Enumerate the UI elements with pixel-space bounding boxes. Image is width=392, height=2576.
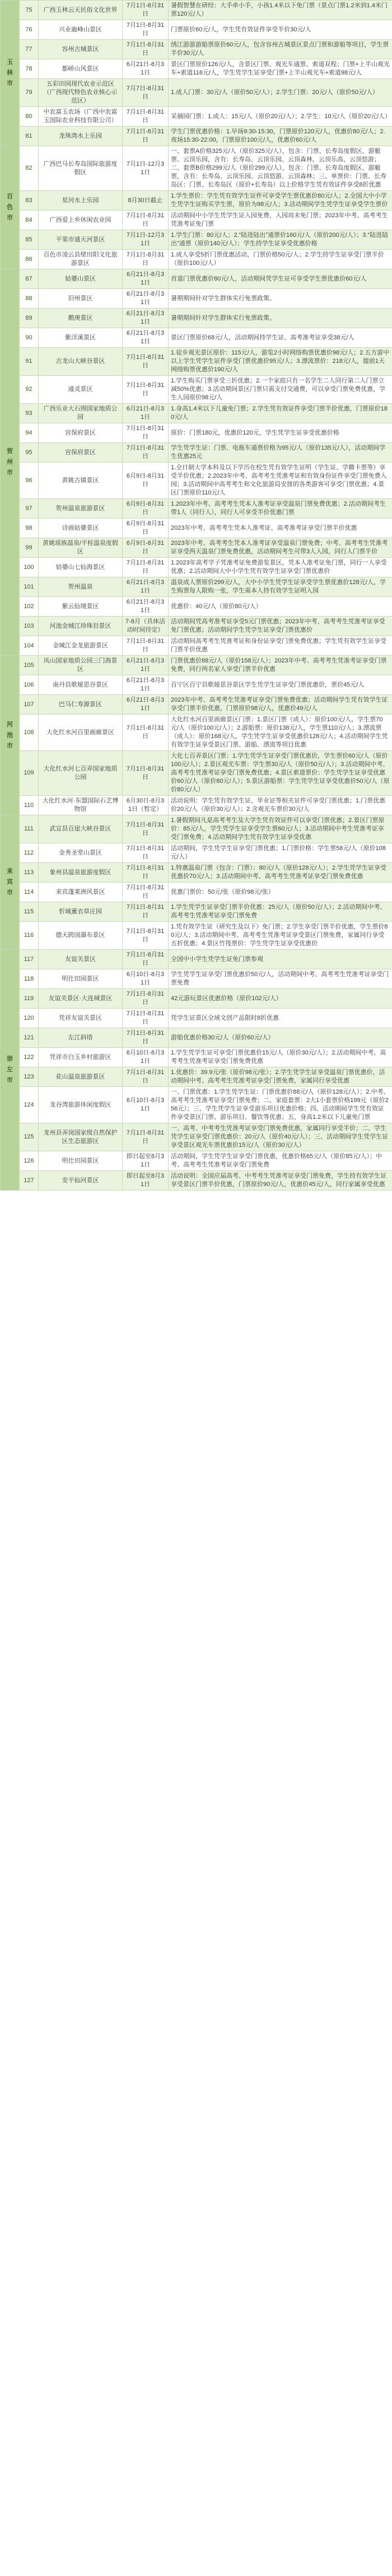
offer-detail: 采摘园门票：1.成人：15元/人（原价20元/人）；2.学生：10元/人（原价20元/人） <box>169 107 392 127</box>
activity-date: 7月1日-8月31日 <box>123 443 169 463</box>
table-row <box>1 1171 392 1191</box>
activity-date: 即日起至8月31日 <box>123 1151 169 1171</box>
scenic-name: 武宣县百崖大峡谷景区 <box>39 815 123 843</box>
row-number: 124 <box>20 1087 39 1123</box>
activity-date: 7月1日-8月31日 <box>123 127 169 146</box>
row-number: 86 <box>20 250 39 269</box>
activity-date: 8月30日截止 <box>123 191 169 211</box>
row-number: 112 <box>20 843 39 863</box>
table-row <box>1 1123 392 1151</box>
offer-detail: 学生凭学生证享受门票优惠价50元/人，活动期间中考、高考考生凭准考证享受门票免费 <box>169 969 392 989</box>
row-number: 103 <box>20 617 39 636</box>
scenic-name: 龙谷湾旅游休闲度假区 <box>39 1087 123 1123</box>
scenic-name: 贺州温泉旅游景区 <box>39 499 123 519</box>
activity-date: 6月21日-8月31日 <box>123 577 169 597</box>
row-number: 127 <box>20 1171 39 1191</box>
table-row <box>1 269 392 289</box>
offer-detail: 门票原价60元/人，学生凭有效证件享受半价30元/人 <box>169 20 392 40</box>
offer-detail: 景区门票原价68元/人，活动期间持学生证、高考准考证享受38元/人 <box>169 328 392 348</box>
offer-detail: 门票优惠价88元/人（原价158元/人）；2023年中考、高考考生凭准考证享受门票免费，同行两名家人享受门票半价优惠 <box>169 656 392 675</box>
city-label: 百色市 <box>7 193 13 221</box>
table-row <box>1 902 392 922</box>
scenic-name: 左江斜塔 <box>39 1028 123 1048</box>
row-number: 92 <box>20 376 39 404</box>
row-number: 79 <box>20 79 39 107</box>
offer-detail: 2023年中考、高考考生凭本人准考证、高考准考证享受门票半价优惠 <box>169 519 392 538</box>
activity-date: 6月21日-8月31日 <box>123 269 169 289</box>
row-number: 80 <box>20 107 39 127</box>
scenic-name: 河池金城江珍珠岩景区 <box>39 617 123 636</box>
scenic-name: 安平仙河景区 <box>39 1171 123 1191</box>
scenic-name: 紫云仙境景区 <box>39 597 123 617</box>
table-row <box>1 20 392 40</box>
row-number: 122 <box>20 1048 39 1067</box>
offer-detail: 绣江游游游船票原价60元/人，包含容州古城景区景点门票和游船等项目，学生票半价30元/人 <box>169 40 392 59</box>
row-number: 109 <box>20 751 39 796</box>
activity-date: 7月1日-8月31日 <box>123 922 169 950</box>
offer-detail: 1.成人享受5折门票优惠活动，门票价格50元/人；2.学生持学生证享受门票半价（原价100元/人） <box>169 250 392 269</box>
activity-date: 7月1日-8月31日 <box>123 636 169 656</box>
offer-detail: 一、高考、中考考生凭准考证享受门票免费优惠，家属同行享受半价；二、学生凭学生证享受门票优惠价：20元/人（原价40元/人）；三、活动期间学生凭学生证享受景区观光车票优惠价15元/人（原价30元/人） <box>169 1123 392 1151</box>
table-row <box>1 59 392 79</box>
offer-detail: 1.学生票价：学生凭有效学生证件可享受学生票优惠价80元/人；2.全国大中小学生凭学生证购买学生票，原价为98元/人；3.活动期间学生凭学生证享受学生票价 <box>169 191 392 211</box>
row-number: 96 <box>20 463 39 499</box>
row-number: 110 <box>20 796 39 815</box>
offer-detail: 活动说明：学生凭有效学生证、毕业证等相关证件可享受门票优惠；1.门票优惠价20元/人（原价30元/人）；2.含观光车票价30元/人 <box>169 796 392 815</box>
offer-detail: 1.学生凭学生证可享受门票优惠价15元/人（原价30元/人）；2.活动期间中考、高考考生凭准考证享受门票免费优惠 <box>169 1048 392 1067</box>
table-row <box>1 577 392 597</box>
row-number: 118 <box>20 969 39 989</box>
scenic-name: 平果市通天河景区 <box>39 230 123 250</box>
row-number: 104 <box>20 636 39 656</box>
offer-detail: 1.凭有效学生证（研究生及以下）免门票；2.学生享受门票半价优惠，学生票价80元/人；3.活动期间中考、高考考生凭准考证享受景区门票免费，家属同行享受五折优惠；4.景区竹筏票价：学生凭学生证享受优惠价 <box>169 922 392 950</box>
activity-date: 6月21日-8月31日 <box>123 695 169 715</box>
offer-detail: 1.优惠价：39.9元/张（原价98元/张）；2.学生凭学生证享受温泉门票优惠价，活动期间中考、高考考生凭准考证享受门票免费，家属同行享受优惠 <box>169 1067 392 1087</box>
row-number: 113 <box>20 863 39 883</box>
offer-detail: 活动期间高考考生凭准考证和身份证享受门票免费优惠；学生凭有效学生证享受门票半价优惠 <box>169 636 392 656</box>
row-number: 99 <box>20 538 39 558</box>
scenic-promotion-table <box>0 0 392 1191</box>
activity-date: 6月21日-8月31日 <box>123 675 169 695</box>
row-number: 119 <box>20 989 39 1009</box>
table-row <box>1 863 392 883</box>
scenic-name: 金秀圣堂山景区 <box>39 843 123 863</box>
scenic-name: 凭祥市白玉乡村旅游区 <box>39 1048 123 1067</box>
activity-date: 7月1日-8月31日 <box>123 107 169 127</box>
offer-detail: 学生门票优惠价格：1.早场9:30-15:30，门票原价120元/人，优惠价80元/人；2.夜场15:30-22:00，门票原价100元/人，优惠价60元/人 <box>169 127 392 146</box>
table-row <box>1 250 392 269</box>
row-number: 107 <box>20 695 39 715</box>
activity-date: 7月1日-8月31日 <box>123 1123 169 1151</box>
offer-detail: 温泉成人票原价299元/人，大中小学生凭学生证享受学生票优惠价128元/人，学生购票每人限购一张，学生需本人持有效学生证明入园 <box>169 577 392 597</box>
table-row <box>1 1028 392 1048</box>
offer-detail: 首道门票优惠价80元/人，活动期间凭学生证可享受学生票优惠价60元/人 <box>169 269 392 289</box>
row-number: 101 <box>20 577 39 597</box>
table-row <box>1 695 392 715</box>
activity-date: 7月1日-12月31日 <box>123 146 169 191</box>
activity-date: 7-8月（具体活动时间待定） <box>123 617 169 636</box>
table-row <box>1 146 392 191</box>
activity-date: 7月1日-8月31日 <box>123 883 169 902</box>
offer-detail: 原价：门票180元，优惠价120元，学生凭学生证享受优惠价格 <box>169 423 392 443</box>
row-number: 100 <box>20 558 39 577</box>
scenic-name: 来宾蓬莱洲风景区 <box>39 883 123 902</box>
row-number: 95 <box>20 443 39 463</box>
row-number: 94 <box>20 423 39 443</box>
offer-detail: 1.特惠温泉门票（包含：门票）：80元/人（原价128元/人）；2.学生凭学生证享受优惠价70元/人；3.活动期间中考、高考考生凭准考证享受门票免费优惠 <box>169 863 392 883</box>
row-number: 83 <box>20 191 39 211</box>
offer-detail: 暑假智慧在研经：大手牵小手，小孩1.4米以下免门票（景点门票1.2米到1.4米门票120元/人） <box>169 1 392 20</box>
table-row <box>1 127 392 146</box>
scenic-name: 贺州温泉 <box>39 577 123 597</box>
activity-date: 6月21日-8月31日 <box>123 656 169 675</box>
table-row <box>1 617 392 636</box>
table-row <box>1 1009 392 1028</box>
activity-date: 6月21日-8月31日 <box>123 289 169 309</box>
offer-detail: 暑期期间针对学生群体实行免票政策。 <box>169 289 392 309</box>
scenic-name: 黄姚古镇景区 <box>39 463 123 499</box>
activity-date: 7月1日-8月31日 <box>123 1 169 20</box>
row-number: 84 <box>20 211 39 230</box>
scenic-name: 凭祥友谊关景区 <box>39 1009 123 1028</box>
offer-detail: 1.2023年中考、高考考生凭本人准考证享受温泉门票免费优惠；2.活动期间考生带1人（同行人），同行人可享受半价优惠门票 <box>169 499 392 519</box>
scenic-name: 广西玉林云天民俗文化世界 <box>39 1 123 20</box>
scenic-name: 姑婆山七仙海景区 <box>39 558 123 577</box>
table-row <box>1 815 392 843</box>
activity-date: 7月1日-8月31日 <box>123 715 169 751</box>
scenic-name: 德天跨国瀑布景区 <box>39 922 123 950</box>
activity-date: 7月1日-8月31日 <box>123 20 169 40</box>
city-label: 来宾市 <box>7 868 13 896</box>
row-number: 76 <box>20 20 39 40</box>
activity-date: 7月1日-8月31日 <box>123 348 169 376</box>
row-number: 98 <box>20 519 39 538</box>
table-row <box>1 1 392 20</box>
activity-date: 7月1日-8月31日 <box>123 950 169 969</box>
row-number: 111 <box>20 815 39 843</box>
table-row <box>1 79 392 107</box>
row-number: 108 <box>20 715 39 751</box>
city-cell <box>1 269 20 656</box>
offer-detail: 全国中小学生凭学生证免门票参观 <box>169 950 392 969</box>
city-cell <box>1 1 20 146</box>
table-row <box>1 309 392 328</box>
offer-detail: 优惠门票价：50元/张（原价98元/张） <box>169 883 392 902</box>
row-number: 82 <box>20 146 39 191</box>
activity-date: 6月10日-8月31日 <box>123 1048 169 1067</box>
scenic-name: 姑婆山景区 <box>39 269 123 289</box>
activity-date: 7月1日-8月31日 <box>123 423 169 443</box>
row-number: 90 <box>20 328 39 348</box>
activity-date: 6月9日-8月31日 <box>123 499 169 519</box>
table-row <box>1 597 392 617</box>
row-number: 120 <box>20 1009 39 1028</box>
city-label: 玉林市 <box>7 59 13 87</box>
row-number: 102 <box>20 597 39 617</box>
offer-detail: 活动期间，学生凭学生证享受门票优惠；1.门票价格：学生票58元/人（原价108元/人） <box>169 843 392 863</box>
table-row <box>1 989 392 1009</box>
activity-date: 7月1日-8月31日 <box>123 250 169 269</box>
table-row <box>1 191 392 211</box>
table-row <box>1 883 392 902</box>
activity-date: 7月1日-8月31日 <box>123 558 169 577</box>
offer-detail: 一、套票A价格325元/人（原价325元/人），包含：门票、长寿岛度假区、游艇票、云顶乐园，含有：长寿岛、云顶乐园、云顶森林，云顶乐高、云顶悠游；二、套票B价格299元/人（原价299元/人），包含：门票、长寿岛度假区、游艇票，含有：长寿岛、云顶乐园、云顶悠游、云顶森林；三、单票价：门票、长寿岛区：门票、长寿岛区（原价+长寿岛）以上价格学生凭有效证件享受8折优惠 <box>169 146 392 191</box>
table-row <box>1 107 392 127</box>
table-row <box>1 843 392 863</box>
scenic-name: 友谊关景区 <box>39 950 123 969</box>
scenic-name: 紫洋溪景区 <box>39 328 123 348</box>
offer-detail: 优惠价：40元/人（原价80元/人） <box>169 597 392 617</box>
row-number: 106 <box>20 675 39 695</box>
table-row <box>1 538 392 558</box>
activity-date: 7月1日-12月31日 <box>123 230 169 250</box>
row-number: 87 <box>20 269 39 289</box>
city-cell <box>1 146 20 269</box>
table-row <box>1 558 392 577</box>
scenic-name: 友谊关景区·大连城景区 <box>39 989 123 1009</box>
scenic-name: 龙州县弄岗国家级自然保护区生态旅游区 <box>39 1123 123 1151</box>
table-row <box>1 636 392 656</box>
row-number: 93 <box>20 404 39 423</box>
row-number: 75 <box>20 1 39 20</box>
offer-detail: 42元游玩景区优惠价格（原价102元/人） <box>169 989 392 1009</box>
offer-detail: 凭学生证景区全域文创产品限时8折优惠 <box>169 1009 392 1028</box>
table-row <box>1 1067 392 1087</box>
scenic-name: 诗画姑婆景区 <box>39 519 123 538</box>
row-number: 125 <box>20 1123 39 1151</box>
offer-detail: 1.身高1.4米以下儿童免门票；2.学生凭有效证件享受门票半价优惠，门票原价180元/人 <box>169 404 392 423</box>
offer-detail: 2023年中考、高考考生凭准考证享受门票免费优惠；活动期间学生凭有效学生证享受门票半价优惠，门票原价98元/人，优惠价49元/人 <box>169 695 392 715</box>
scenic-name: 明仕田园景区 <box>39 1151 123 1171</box>
table-row <box>1 675 392 695</box>
table-row <box>1 922 392 950</box>
activity-date: 7月1日-8月31日 <box>123 989 169 1009</box>
scenic-name: 宫保府景区 <box>39 423 123 443</box>
scenic-name: 大化红水河七百弄国家地质公园 <box>39 751 123 796</box>
row-number: 117 <box>20 950 39 969</box>
scenic-name: 黄姚瑶族温泉/平桂温泉度假区 <box>39 538 123 558</box>
offer-detail: 1.暑假期间凡是高考考生及大学生凭有效证件可以享受门票优惠；2.景区门票原价：85元/人，学生凭学生证享受学生票60元/人；3.活动期间中考生凭准考证享受门票免费；4.活动期间学生凭有效学生证享受优惠 <box>169 815 392 843</box>
activity-date: 6月21日-8月31日 <box>123 597 169 617</box>
offer-detail: 暑期期间针对学生群体实行免票政策。 <box>169 309 392 328</box>
scenic-name: 鹅庚景区 <box>39 309 123 328</box>
row-number: 88 <box>20 289 39 309</box>
city-cell <box>1 656 20 815</box>
offer-detail: 百宁区百宁县歌娅思谷景区学生凭学生证享受门票优惠价，票价45元/人 <box>169 675 392 695</box>
activity-date: 7月1日-8月31日 <box>123 1009 169 1028</box>
scenic-name: 古龙山大峡谷景区 <box>39 348 123 376</box>
table-row <box>1 715 392 751</box>
offer-detail: 学生凭学生证：门票、电瓶车通票价格为95元/人（原价135元/人），活动期间学生优惠25元 <box>169 443 392 463</box>
table-row <box>1 1151 392 1171</box>
table-row <box>1 348 392 376</box>
city-cell <box>1 950 20 1191</box>
offer-detail: 活动期间凭高考准考证享受5元门票优惠；2023年中考、高考考生凭准考证享受免门票优惠；活动期间学生凭学生证享受门票优惠价 <box>169 617 392 636</box>
scenic-name: 象州县温泉旅游度假区 <box>39 863 123 883</box>
scenic-name: 容州古城景区 <box>39 40 123 59</box>
table-row <box>1 656 392 675</box>
row-number: 105 <box>20 656 39 675</box>
scenic-name: 通灵景区 <box>39 376 123 404</box>
offer-detail: 大化红水河百里画廊景区门票：1.景区门票（成人）：原价100元/人，学生票70元/人（原价100元/人）；2.游船票：原价138元/人，学生票110元/人；3.漂流票（成人）：原价168元/人，学生凭学生证享受优惠价128元/人；4.活动期间学生凭有效学生证享受景区门票、游船、漂流等项目优惠 <box>169 715 392 751</box>
table-row <box>1 376 392 404</box>
scenic-name: 金城江金龙旅游景区 <box>39 636 123 656</box>
row-number: 91 <box>20 348 39 376</box>
offer-detail: 2023年中考、高考考生凭本人准考证享受温泉门票免费；中考、高考考生凭准考证享受两天温泉门票免费优惠，活动期间考生可带3人入园，同行人门票半价 <box>169 538 392 558</box>
offer-detail: 活动期间，学生凭学生证享受门票优惠，优惠价格65元/人（原价85元/人）；中考、高考考生凭准考证享受门票免费 <box>169 1151 392 1171</box>
row-number: 116 <box>20 922 39 950</box>
activity-date: 7月7日-8月31日 <box>123 79 169 107</box>
offer-detail: 景区门票原价126元/人，含景区门票、观光车通票、索道双程；门票+上半山观光车+索道116元/人，学生凭学生证享受门票+上半山观光车+索道98元/人 <box>169 59 392 79</box>
city-cell <box>1 815 20 950</box>
row-number: 85 <box>20 230 39 250</box>
city-label: 崇左市 <box>7 1056 13 1084</box>
activity-date: 7月1日-8月31日 <box>123 40 169 59</box>
table-body <box>1 1 392 1191</box>
row-number: 89 <box>20 309 39 328</box>
scenic-name: 南丹县歌娅思谷景区 <box>39 675 123 695</box>
row-number: 97 <box>20 499 39 519</box>
offer-detail: 活动说明：全国应届高考、中考考生凭准考证享受门票免费，学生持有效学生证享受景区门票半价优惠，门票原价90元/人，优惠价45元/人，同行家属享受优惠 <box>169 1171 392 1191</box>
table-row <box>1 40 392 59</box>
row-number: 126 <box>20 1151 39 1171</box>
scenic-name: 百色市凌云县壁田阳文化旅游景区 <box>39 250 123 269</box>
offer-detail: 1.全日制大学本科及以下学历在校生凭有效学生证明（学生证、学籍卡票等）享受半价优惠；2.2023年中考、高考考生凭准考证和有效身份证件享受门票免费入园；3.活动期间中高考考生和文化旅游局安排的各类游客可享受门票优惠；4.景区门票原价110元/人 <box>169 463 392 499</box>
activity-date: 7月1日-8月31日 <box>123 376 169 404</box>
activity-date: 6月21日-8月31日 <box>123 328 169 348</box>
scenic-name: 宫保府景区 <box>39 443 123 463</box>
scenic-name: 明仕田园景区 <box>39 969 123 989</box>
scenic-name: 旧州景区 <box>39 289 123 309</box>
scenic-name: 五彩田园现代农业示范区（广西现代特色农业核心示范区） <box>39 79 123 107</box>
activity-date: 7月1日-8月31日 <box>123 843 169 863</box>
table-row <box>1 404 392 423</box>
offer-detail: 大化七百弄景区门票：1.学生凭学生证享受门票优惠价，学生票价60元/人（原价100元/人）；2.景区观光车票：学生票30元/人（原价50元/人）；3.活动期间中考、高考考生凭准考证享受门票免费优惠；4.景区索道票价：学生凭学生证享受优惠价60元/人（原价80元/人）；5.景区游船票：学生凭学生证享受优惠价50元/人（原价80元/人） <box>169 751 392 796</box>
table-row <box>1 463 392 499</box>
activity-date: 6月10日-8月31日 <box>123 1087 169 1123</box>
activity-date: 6月9日-8月31日 <box>123 519 169 538</box>
activity-date: 6月21日-8月31日 <box>123 404 169 423</box>
scenic-name: 兴业鹿峰山景区 <box>39 20 123 40</box>
scenic-name: 广西乐业大石围国家地质公园 <box>39 404 123 423</box>
activity-date: 7月1日-8月31日 <box>123 1067 169 1087</box>
scenic-name: 广西巴马长寿岛国际旅游度假区 <box>39 146 123 191</box>
table-row <box>1 499 392 519</box>
table-row <box>1 950 392 969</box>
table-row <box>1 1048 392 1067</box>
row-number: 81 <box>20 127 39 146</box>
activity-date: 7月1日-8月31日 <box>123 1028 169 1048</box>
activity-date: 6月9日-8月31日 <box>123 538 169 558</box>
scenic-name: 广西爱上乡休闲农业园 <box>39 211 123 230</box>
offer-detail: 1.学生购买门票享受三折优惠；2.一个家庭只有一名学生二人同行第二人门票立减50%优惠；3.活动期间景区门票只需支付交通费，可以享受门票免费优惠，学生入园原价98元/人 <box>169 376 392 404</box>
table-row <box>1 211 392 230</box>
activity-date: 7月1日-8月31日 <box>123 815 169 843</box>
table-row <box>1 751 392 796</box>
table-row <box>1 423 392 443</box>
table-row <box>1 1087 392 1123</box>
scenic-name: 大化红水河百里画廊景区 <box>39 715 123 751</box>
activity-date: 7月1日-8月31日 <box>123 211 169 230</box>
offer-detail: 一、门票优惠：1.学生凭学生证：门票优惠价88元/人（原价128元/人）；2.中考、高考考生凭准考证享受门票免费；二、家庭套票：2大1小套票价格199元（原价256元）；三、学生凭学生证享受游乐项目优惠价格；四、活动期间学生凭有效证件享受景区门票、游乐项目、餐饮等优惠；五、身高1.2米以下儿童免门票 <box>169 1087 392 1123</box>
city-label: 河池市 <box>7 721 13 749</box>
offer-detail: 1.成人门票：30元/人（原价50元/人）；2.学生门票：20元/人（原价50元/人） <box>169 79 392 107</box>
city-label: 贺州市 <box>7 448 13 476</box>
row-number: 115 <box>20 902 39 922</box>
offer-detail: 1.学生门票：80元/人；2.“陆进陆出”通票价160元/人（原价200元/人）；3.“陆进陆出”通票（原价140元/人）；学生持学生证享受优惠价格 <box>169 230 392 250</box>
offer-detail: 1.学生凭学生证享受门票半价优惠：25元/人（原价50元/人）；2.活动期间中考、高考考生凭准考证享受门票免费 <box>169 902 392 922</box>
scenic-name: 星河水上乐园 <box>39 191 123 211</box>
activity-date: 即日起至8月31日 <box>123 1171 169 1191</box>
table-row <box>1 230 392 250</box>
table-row <box>1 443 392 463</box>
offer-detail: 活动期间中小学生凭学生证入园免费，入园周末免门票；2023年中考、高考考生凭准考证免门票 <box>169 211 392 230</box>
activity-date: 6月30日-8月31日（暂定） <box>123 796 169 815</box>
table-row <box>1 289 392 309</box>
activity-date: 6月9日-8月31日 <box>123 463 169 499</box>
activity-date: 7月1日-8月31日 <box>123 751 169 796</box>
scenic-name: 巴马仁寿源景区 <box>39 695 123 715</box>
scenic-name: 花山温泉旅游景区 <box>39 1067 123 1087</box>
table-row <box>1 969 392 989</box>
table-row <box>1 328 392 348</box>
offer-detail: 1.2023年高考学子凭准考证免费游览景区，凭本人准考证免门票，同行一人享受优惠；2.活动期间大中小学生凭有效学生证享受门票优惠价 <box>169 558 392 577</box>
row-number: 77 <box>20 40 39 59</box>
scenic-name: 忻城薰衣草庄园 <box>39 902 123 922</box>
table-row <box>1 519 392 538</box>
row-number: 114 <box>20 883 39 902</box>
row-number: 78 <box>20 59 39 79</box>
table-row <box>1 796 392 815</box>
scenic-name: 凤山国家地质公园三门海景区 <box>39 656 123 675</box>
offer-detail: 1.徒步观光景区原价：115元/人，游览2小时网络购票优惠价98元/人；2.五方游中以上学生凭学生证件享受门票优惠价95元/人；3.漂流票价：218元/人，提前1天网络购票优惠价190元/人 <box>169 348 392 376</box>
activity-date: 6月21日-8月31日 <box>123 59 169 79</box>
activity-date: 6月21日-8月31日 <box>123 309 169 328</box>
activity-date: 7月1日-8月31日 <box>123 902 169 922</box>
scenic-name: 都峤山风景区 <box>39 59 123 79</box>
activity-date: 7月1日-8月31日 <box>123 863 169 883</box>
offer-detail: 游船优惠价格30元/人（原价60元/人） <box>169 1028 392 1048</box>
scenic-name: 中农富玉农场（广西中农富玉国际农业科技有限公司） <box>39 107 123 127</box>
row-number: 121 <box>20 1028 39 1048</box>
scenic-name: 龙珠湾水上乐园 <box>39 127 123 146</box>
activity-date: 6月10日-8月31日 <box>123 969 169 989</box>
row-number: 123 <box>20 1067 39 1087</box>
scenic-name: 大化红水河·东盟国际石艺博物馆 <box>39 796 123 815</box>
